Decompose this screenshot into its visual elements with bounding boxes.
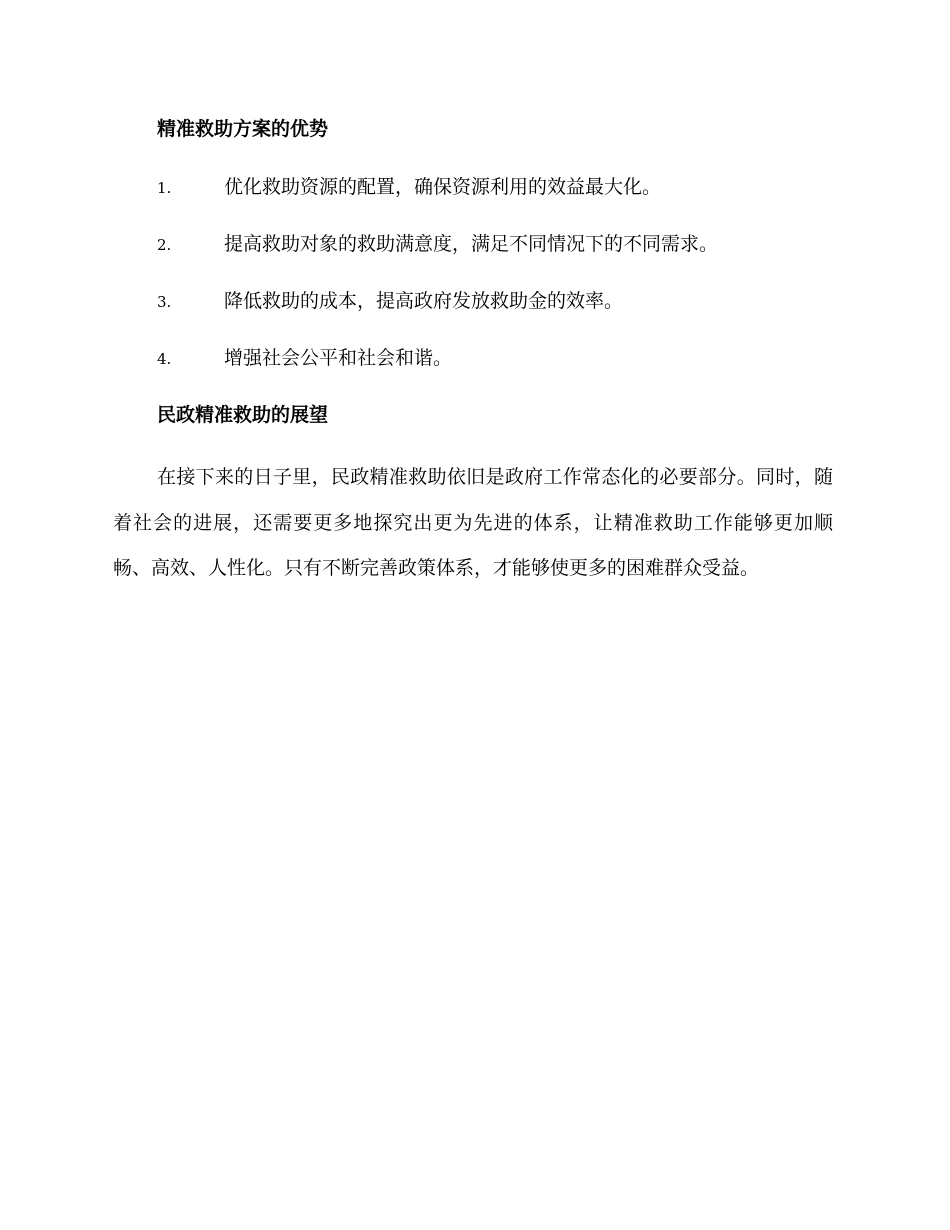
list-item-text: 增强社会公平和社会和谐。 [224, 347, 453, 369]
section-heading-outlook: 民政精准救助的展望 [157, 404, 329, 426]
list-number: 1. [157, 179, 172, 197]
list-item [157, 231, 857, 257]
list-number: 2. [157, 236, 172, 254]
list-item [157, 288, 857, 314]
list-item-text: 提高救助对象的救助满意度，满足不同情况下的不同需求。 [224, 233, 719, 255]
list-item [157, 345, 857, 371]
list-item-text: 降低救助的成本，提高政府发放救助金的效率。 [224, 290, 624, 312]
list-number: 3. [157, 293, 172, 311]
section-heading-advantages: 精准救助方案的优势 [157, 118, 329, 140]
list-number: 4. [157, 350, 172, 368]
body-paragraph: 在接下来的日子里，民政精准救助依旧是政府工作常态化的必要部分。同时，随着社会的进展，还需要更多地探究出更为先进的体系，让精准救助工作能够更加顺畅、高效、人性化。只有不断完善政策体系，才能够使更多的困难群众受益。 [113, 466, 833, 579]
list-item [157, 174, 857, 200]
list-item-text: 优化救助资源的配置，确保资源利用的效益最大化。 [224, 176, 662, 198]
